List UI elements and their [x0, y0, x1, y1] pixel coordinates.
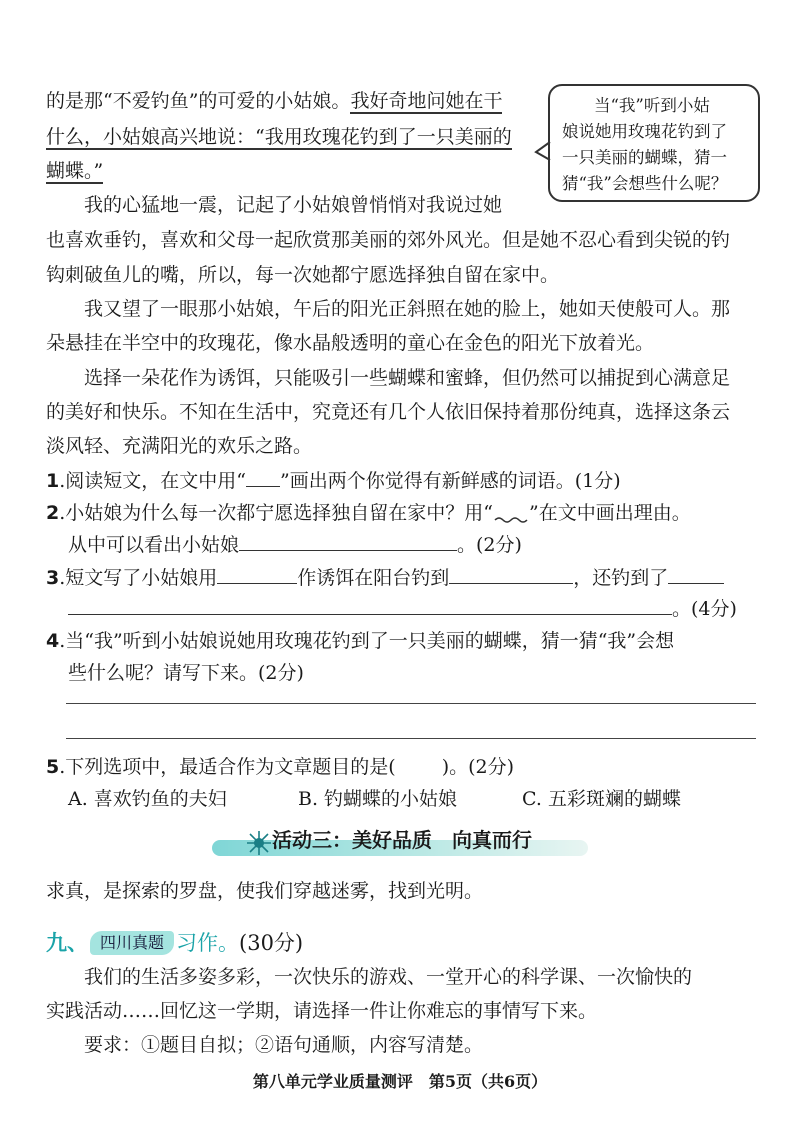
- question-text: .短文写了小姑娘用: [59, 567, 218, 589]
- requirements: 要求：①题目自拟；②语句通顺，内容写清楚。: [84, 1034, 484, 1056]
- page-footer: 第八单元学业质量测评 第5页（共6页）: [252, 1072, 548, 1091]
- question-5-options: [68, 784, 681, 814]
- passage-line: [46, 86, 502, 116]
- question-text: 从中可以看出小姑娘: [68, 534, 240, 556]
- question-number: 4: [46, 630, 60, 652]
- activity-title: 活动三：美好品质 向真而行: [272, 828, 532, 852]
- question-text: 。(4分): [672, 598, 737, 620]
- bubble-line: 娘说她用玫瑰花钓到了: [562, 122, 727, 141]
- annotation-bubble: [548, 84, 760, 202]
- section-9-heading: [46, 928, 303, 958]
- answer-line[interactable]: [66, 738, 756, 739]
- question-text: .下列选项中，最适合作为文章题目的是(: [59, 756, 396, 778]
- wavy-line-icon: [493, 504, 529, 524]
- question-2: [46, 498, 691, 528]
- prompt-line: 实践活动……回忆这一学期，请选择一件让你难忘的事情写下来。: [46, 1000, 598, 1022]
- bubble-line: 当“我”听到小姑: [594, 96, 710, 115]
- passage-line: 的美好和快乐。不知在生活中，究竟还有几个人依旧保持着那份纯真，选择这条云: [46, 401, 731, 423]
- question-2-line2: [68, 530, 522, 560]
- straight-line-marker: [246, 468, 280, 487]
- section-number: 九、: [46, 931, 88, 955]
- answer-blank[interactable]: [217, 565, 297, 584]
- question-number: 2: [46, 502, 60, 524]
- option-b[interactable]: B. 钓蝴蝶的小姑娘: [298, 788, 458, 810]
- question-4-line2: 些什么呢？请写下来。(2分): [68, 662, 304, 684]
- underlined-text: 蝴蝶。”: [46, 160, 104, 182]
- question-1: [46, 466, 621, 496]
- passage-line: [46, 122, 512, 152]
- answer-line[interactable]: [66, 703, 756, 704]
- question-number: 5: [46, 756, 60, 778]
- prompt-line: 我们的生活多姿多彩，一次快乐的游戏、一堂开心的科学课、一次愉快的: [84, 966, 693, 988]
- section-score: (30分): [239, 931, 304, 955]
- question-text: .小姑娘为什么每一次都宁愿选择独自留在家中？用“: [59, 502, 493, 524]
- underlined-text: 什么，小姑娘高兴地说：“我用玫瑰花钓到了一只美丽的: [46, 126, 512, 148]
- question-3: [46, 563, 724, 593]
- question-text: .当“我”听到小姑娘说她用玫瑰花钓到了一只美丽的蝴蝶，猜一猜“我”会想: [59, 630, 675, 652]
- passage-line: 朵悬挂在半空中的玫瑰花，像水晶般透明的童心在金色的阳光下放着光。: [46, 332, 655, 354]
- question-text: 。(2分): [457, 534, 522, 556]
- passage-line: 我的心猛地一震，记起了小姑娘曾悄悄对我说过她: [84, 194, 503, 216]
- option-a[interactable]: A. 喜欢钓鱼的夫妇: [68, 788, 227, 810]
- question-number: 3: [46, 567, 60, 589]
- underlined-text: 我好奇地问她在干: [350, 90, 503, 112]
- question-text: 作诱饵在阳台钓到: [297, 567, 450, 589]
- question-5: [46, 752, 514, 782]
- section-title: 习作。: [176, 931, 240, 955]
- passage-line: 钩刺破鱼儿的嘴，所以，每一次她都宁愿选择独自留在家中。: [46, 264, 560, 286]
- bubble-line: 猜“我”会想些什么呢？: [562, 174, 728, 193]
- source-badge: 四川真题: [90, 931, 174, 955]
- passage-line: 选择一朵花作为诱饵，只能吸引一些蝴蝶和蜜蜂，但仍然可以捕捉到心满意足: [84, 367, 731, 389]
- passage-line: 也喜欢垂钓，喜欢和父母一起欣赏那美丽的郊外风光。但是她不忍心看到尖锐的钓: [46, 229, 731, 251]
- answer-blank[interactable]: [239, 532, 457, 551]
- passage-line: 淡风轻、充满阳光的欢乐之路。: [46, 435, 313, 457]
- activity-banner: [212, 826, 588, 860]
- answer-blank[interactable]: [68, 596, 672, 615]
- question-4: [46, 626, 674, 656]
- question-text: .阅读短文，在文中用“: [59, 470, 246, 492]
- question-text: ，还钓到了: [573, 567, 669, 589]
- passage-line: 我又望了一眼那小姑娘，午后的阳光正斜照在她的脸上，她如天使般可人。那: [84, 298, 731, 320]
- passage-line: [46, 156, 103, 186]
- question-number: 1: [46, 470, 60, 492]
- activity-intro: 求真，是探索的罗盘，使我们穿越迷雾，找到光明。: [46, 880, 484, 902]
- question-3-line2: [68, 594, 737, 624]
- question-text: ”画出两个你觉得有新鲜感的词语。(1分): [280, 470, 621, 492]
- passage-text: 的是那“不爱钓鱼”的可爱的小姑娘。: [46, 90, 351, 112]
- question-text: )。(2分): [441, 756, 515, 778]
- answer-blank[interactable]: [449, 565, 573, 584]
- question-text: ”在文中画出理由。: [529, 502, 691, 524]
- bubble-line: 一只美丽的蝴蝶，猜一: [562, 148, 727, 167]
- answer-blank[interactable]: [668, 565, 724, 584]
- option-c[interactable]: C. 五彩斑斓的蝴蝶: [522, 788, 681, 810]
- sparkle-icon: [246, 830, 272, 856]
